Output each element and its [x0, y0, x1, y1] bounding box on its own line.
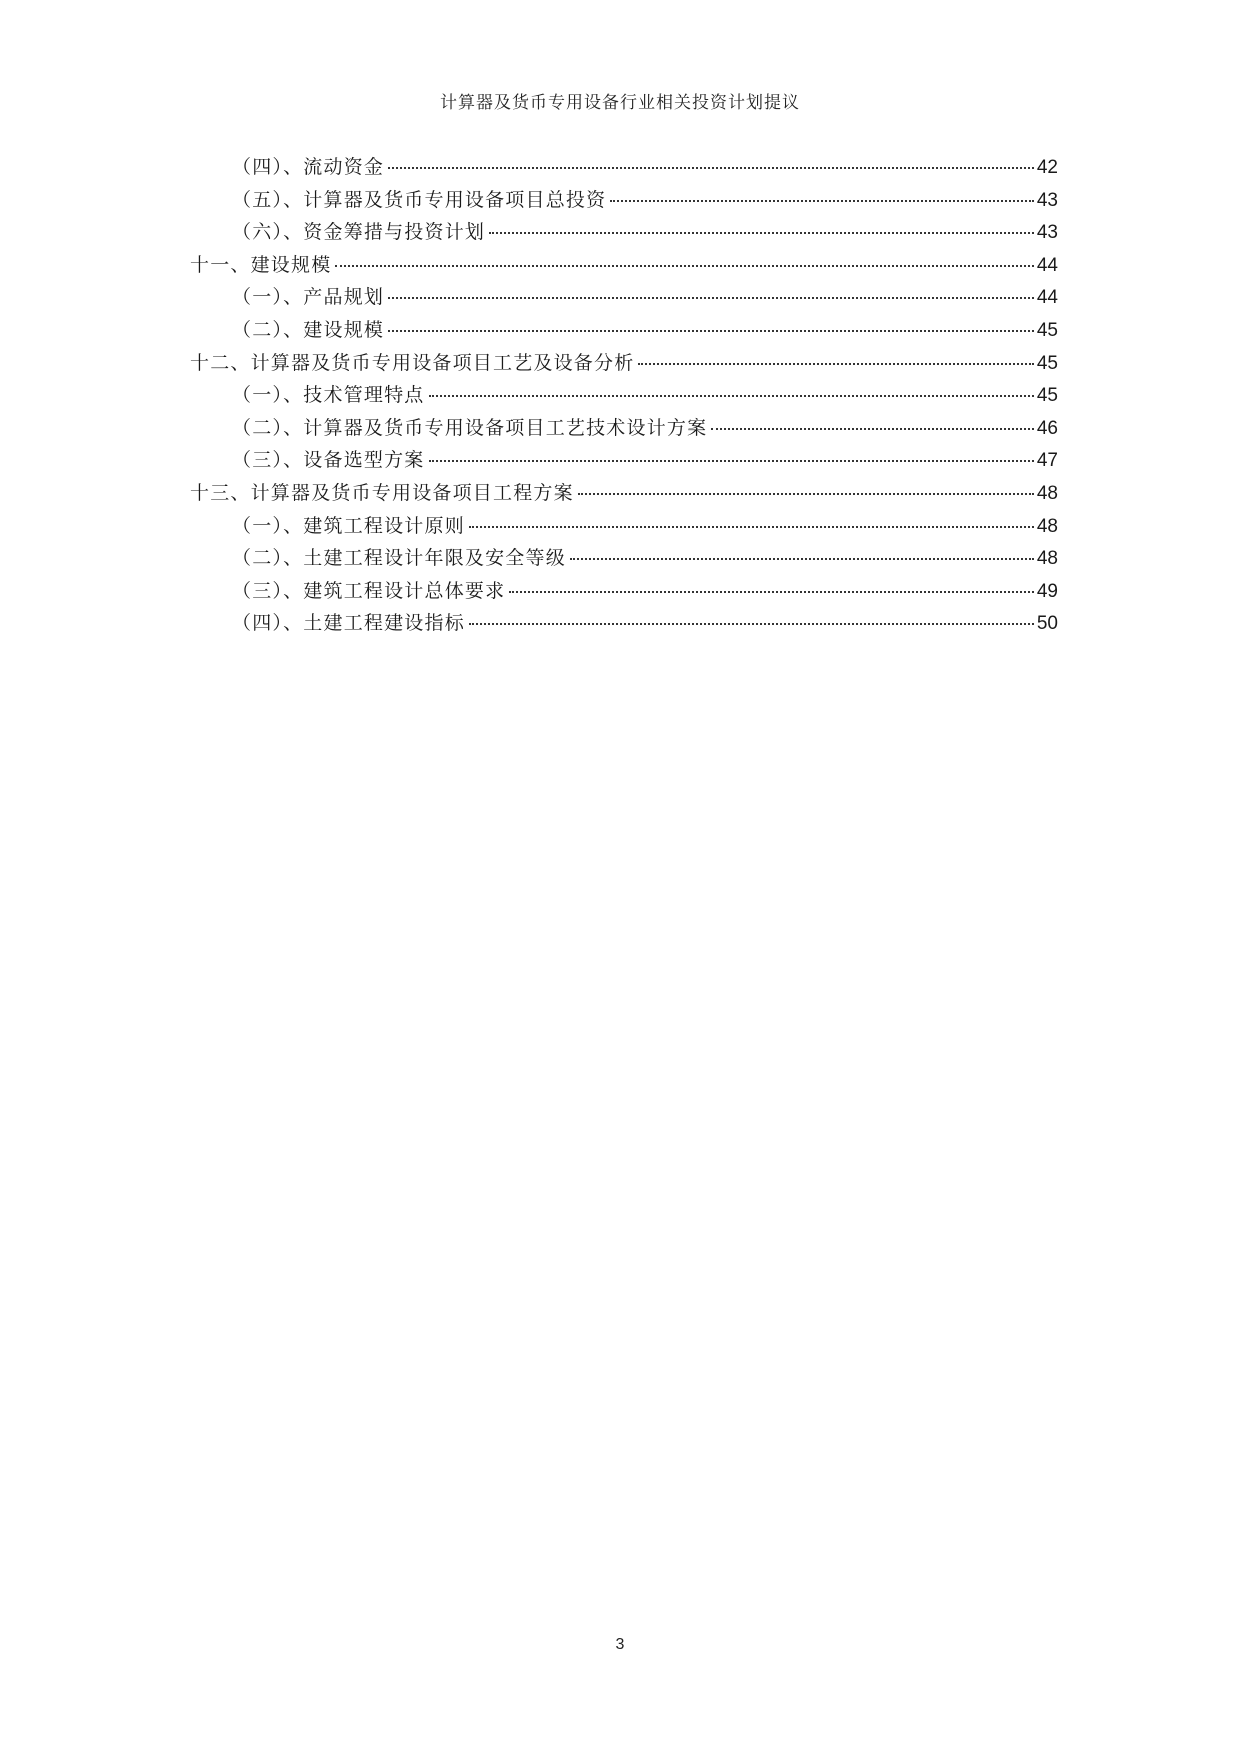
toc-entry[interactable]: [190, 315, 1058, 348]
toc-dot-leader: [429, 394, 1034, 397]
toc-dot-leader: [388, 166, 1034, 169]
toc-entry-page: 47: [1036, 450, 1058, 472]
toc-dot-leader: [388, 296, 1034, 299]
toc-entry[interactable]: [190, 282, 1058, 315]
toc-entry[interactable]: [190, 608, 1058, 641]
toc-entry-page: 44: [1036, 254, 1058, 276]
toc-entry-title: 十二、计算器及货币专用设备项目工艺及设备分析: [190, 351, 635, 374]
toc-entry[interactable]: [190, 380, 1058, 413]
toc-entry[interactable]: [190, 511, 1058, 544]
toc-entry-title: 十一、建设规模: [190, 253, 332, 276]
toc-entry[interactable]: [190, 217, 1058, 250]
toc-entry-title: （四）、土建工程建设指标: [232, 612, 465, 635]
toc-entry-title: （五）、计算器及货币专用设备项目总投资: [232, 188, 607, 211]
toc-entry-page: 44: [1036, 287, 1058, 309]
toc-entry[interactable]: [190, 152, 1058, 185]
toc-entry[interactable]: [190, 185, 1058, 218]
toc-entry-page: 45: [1036, 385, 1058, 407]
toc-entry-page: 46: [1036, 417, 1058, 439]
toc-entry-title: （三）、建筑工程设计总体要求: [232, 579, 506, 602]
toc-dot-leader: [610, 199, 1034, 202]
toc-chapter-entry[interactable]: [190, 250, 1058, 283]
toc-entry-title: （一）、产品规划: [232, 286, 385, 309]
toc-entry-title: 十三、计算器及货币专用设备项目工程方案: [190, 481, 574, 504]
page-number: 3: [615, 1636, 625, 1653]
toc-entry-page: 45: [1036, 319, 1058, 341]
toc-dot-leader: [388, 329, 1034, 332]
toc-dot-leader: [711, 427, 1034, 430]
toc-dot-leader: [489, 231, 1034, 234]
toc-entry-page: 50: [1036, 613, 1058, 635]
toc-entry[interactable]: [190, 413, 1058, 446]
toc-entry[interactable]: [190, 543, 1058, 576]
toc-entry-page: 48: [1036, 548, 1058, 570]
toc-dot-leader: [570, 557, 1034, 560]
toc-entry[interactable]: [190, 576, 1058, 609]
toc-dot-leader: [578, 492, 1034, 495]
toc-entry-page: 42: [1036, 157, 1058, 178]
toc-entry-title: （一）、技术管理特点: [232, 384, 425, 407]
toc-entry-page: 49: [1036, 580, 1058, 602]
table-of-contents: [190, 152, 1058, 641]
toc-entry-page: 48: [1036, 482, 1058, 504]
toc-entry-title: （二）、建设规模: [232, 318, 385, 341]
toc-entry-title: （二）、土建工程设计年限及安全等级: [232, 547, 566, 570]
toc-chapter-entry[interactable]: [190, 478, 1058, 511]
toc-dot-leader: [469, 622, 1034, 625]
toc-dot-leader: [469, 525, 1034, 528]
page-header-title: 计算器及货币专用设备行业相关投资计划提议: [440, 93, 800, 113]
toc-entry-title: （二）、计算器及货币专用设备项目工艺技术设计方案: [232, 416, 708, 439]
toc-dot-leader: [335, 264, 1033, 267]
toc-entry-title: （四）、流动资金: [232, 156, 385, 178]
toc-entry-page: 48: [1036, 515, 1058, 537]
toc-entry-page: 45: [1036, 352, 1058, 374]
toc-entry-page: 43: [1036, 222, 1058, 244]
toc-entry-title: （三）、设备选型方案: [232, 449, 425, 472]
toc-entry-title: （一）、建筑工程设计原则: [232, 514, 465, 537]
toc-entry[interactable]: [190, 445, 1058, 478]
toc-dot-leader: [509, 590, 1034, 593]
toc-dot-leader: [638, 362, 1033, 365]
toc-dot-leader: [429, 459, 1034, 462]
toc-entry-title: （六）、资金筹措与投资计划: [232, 221, 486, 244]
toc-chapter-entry[interactable]: [190, 348, 1058, 381]
toc-entry-page: 43: [1036, 189, 1058, 211]
